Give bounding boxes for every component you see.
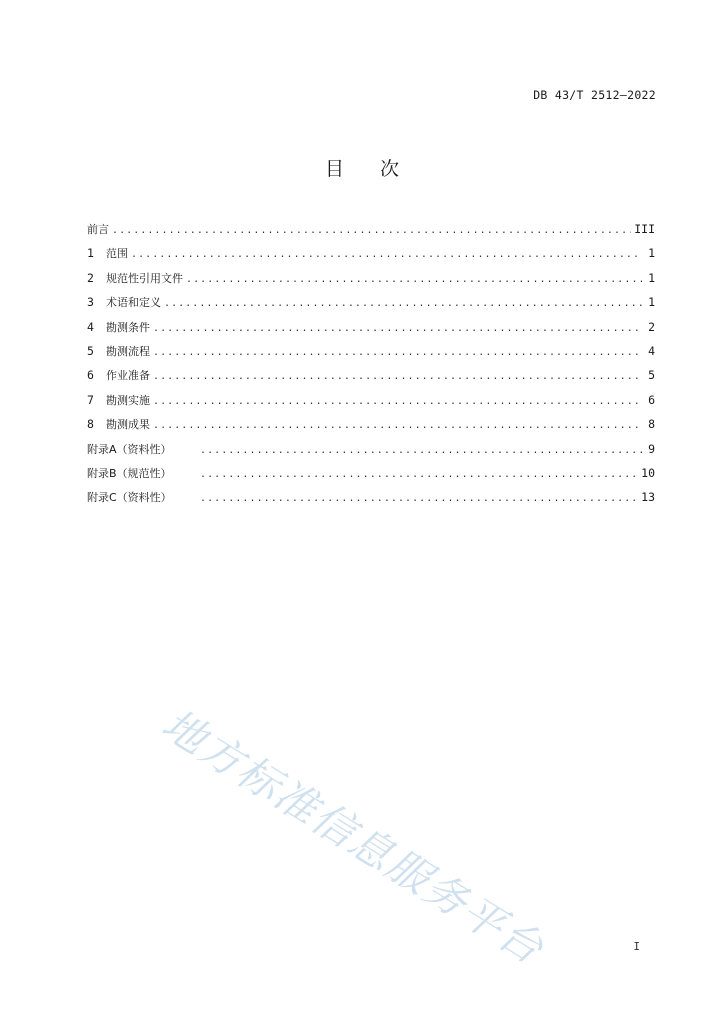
toc-entry-label: 勘测流程 <box>106 344 150 358</box>
toc-entry-page: 9 <box>648 441 655 456</box>
toc-entry-label: 勘测成果 <box>106 418 150 432</box>
standard-number: DB 43/T 2512—2022 <box>533 88 656 102</box>
toc-entry-3[interactable] <box>87 292 655 316</box>
toc-entry-page: 1 <box>648 270 655 285</box>
toc-entry-page: 4 <box>648 343 655 358</box>
toc-entry-number: 2 <box>87 270 94 285</box>
toc-entry-page: 5 <box>648 368 655 383</box>
toc-entry-label: 作业准备 <box>106 369 150 383</box>
toc-entry-7[interactable] <box>87 390 655 414</box>
toc-entry-6[interactable] <box>87 365 655 389</box>
toc-entry-page: 1 <box>648 295 655 310</box>
page-number: I <box>633 940 640 953</box>
toc-leader-dots <box>164 294 642 314</box>
toc-entry-number: 8 <box>87 417 94 432</box>
toc-entry-page: 10 <box>641 465 655 480</box>
toc-entry-4[interactable] <box>87 317 655 341</box>
toc-entry-appendix-c[interactable] <box>87 487 655 511</box>
toc-entry-5[interactable] <box>87 341 655 365</box>
table-of-contents <box>87 219 655 512</box>
toc-entry-number: 7 <box>87 392 94 407</box>
toc-leader-dots <box>153 319 642 339</box>
title-char-1: 目 <box>324 158 344 180</box>
toc-entry-number: 6 <box>87 368 94 383</box>
toc-entry-8[interactable] <box>87 414 655 438</box>
toc-leader-dots <box>200 441 642 461</box>
toc-entry-page: 13 <box>641 490 655 505</box>
toc-entry-appendix-a[interactable] <box>87 439 655 463</box>
toc-entry-label: 附录B（规范性） <box>87 466 172 480</box>
toc-entry-page: 6 <box>648 392 655 407</box>
toc-leader-dots <box>131 245 642 265</box>
toc-leader-dots <box>200 489 638 509</box>
toc-entry-1[interactable] <box>87 243 655 267</box>
toc-leader-dots <box>153 392 642 412</box>
toc-entry-appendix-b[interactable] <box>87 463 655 487</box>
toc-leader-dots <box>112 221 631 241</box>
toc-entry-number: 3 <box>87 295 94 310</box>
toc-entry-number: 1 <box>87 246 94 261</box>
toc-entry-number: 5 <box>87 343 94 358</box>
toc-leader-dots <box>153 367 642 387</box>
toc-entry-number: 4 <box>87 319 94 334</box>
toc-entry-label: 前言 <box>87 223 109 236</box>
toc-entry-page: 8 <box>648 417 655 432</box>
toc-entry-2[interactable] <box>87 268 655 292</box>
toc-entry-label: 范围 <box>106 247 128 261</box>
toc-leader-dots <box>186 270 642 290</box>
toc-entry-label: 附录A（资料性） <box>87 442 172 456</box>
toc-entry-page: 1 <box>648 246 655 261</box>
toc-leader-dots <box>153 343 642 363</box>
toc-entry-foreword[interactable] <box>87 219 655 243</box>
toc-entry-label: 规范性引用文件 <box>106 271 183 285</box>
toc-entry-label: 勘测条件 <box>106 320 150 334</box>
toc-entry-page: III <box>634 222 655 236</box>
toc-leader-dots <box>200 465 638 485</box>
toc-entry-page: 2 <box>648 319 655 334</box>
page-title <box>0 154 724 181</box>
toc-entry-label: 附录C（资料性） <box>87 491 172 505</box>
watermark-text: 地方标准信息服务平台 <box>153 699 553 975</box>
toc-entry-label: 勘测实施 <box>106 393 150 407</box>
toc-entry-label: 术语和定义 <box>106 296 161 310</box>
title-char-2: 次 <box>380 158 400 180</box>
toc-leader-dots <box>153 416 642 436</box>
